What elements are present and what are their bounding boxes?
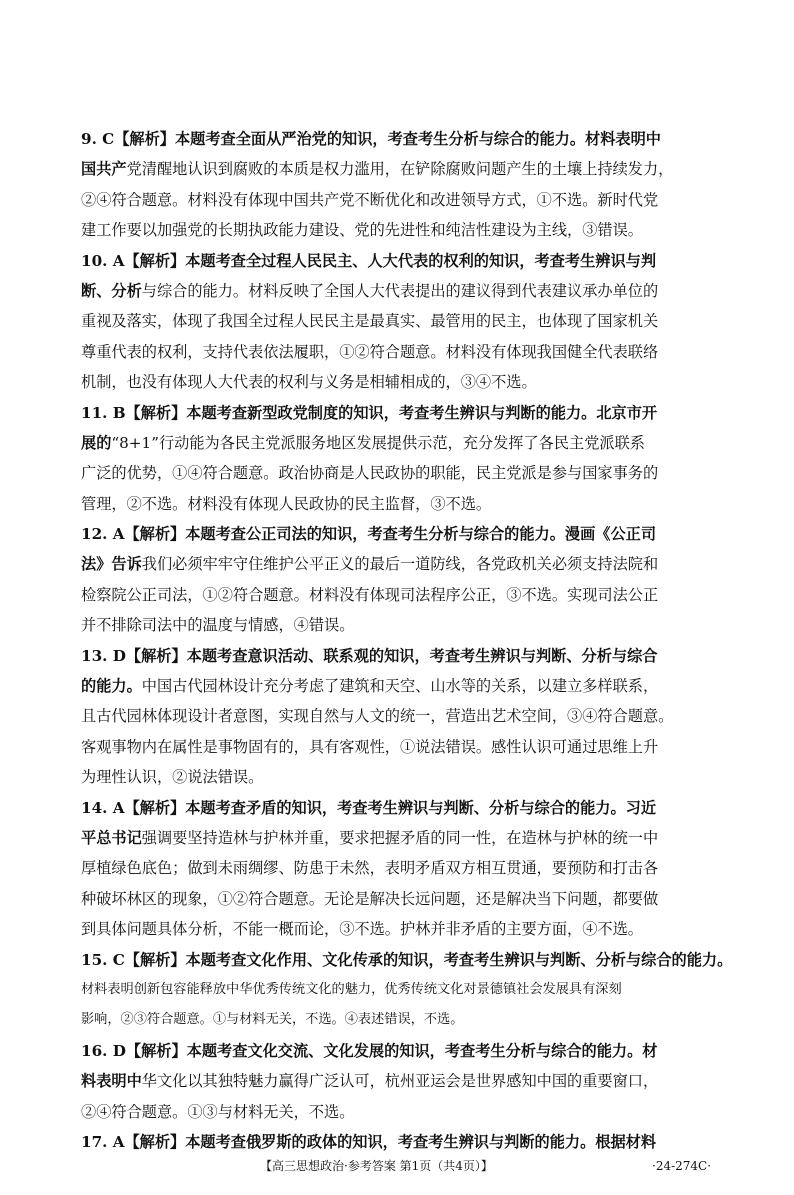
answer-line xyxy=(81,580,721,610)
answer-text: 厚植绿色底色；做到未雨绸缪、防患于未然，表明矛盾双方相互贯通，要预防和打击各 xyxy=(81,859,659,878)
answer-line xyxy=(81,154,721,184)
answer-line xyxy=(81,975,721,1005)
answer-text: ②④符合题意。①③与材料无关，不选。 xyxy=(81,1102,355,1121)
answer-bold-text: 9. C【解析】本题考查全面从严治党的知识，考查考生分析与综合的能力。材料表明中 xyxy=(81,130,661,148)
answer-text: 到具体问题具体分析，不能一概而论，③不选。护林并非矛盾的主要方面，④不选。 xyxy=(81,920,643,939)
answer-bold-text: 料表明中 xyxy=(81,1072,142,1091)
answer-line xyxy=(81,671,721,701)
answer-line xyxy=(81,458,721,488)
answer-bold-text: 12. A【解析】本题考查公正司法的知识，考查考生分析与综合的能力。漫画《公正司 xyxy=(81,525,657,544)
answer-line xyxy=(81,1066,721,1096)
answer-line xyxy=(81,762,721,792)
answer-line xyxy=(81,732,721,762)
answer-line xyxy=(81,519,721,549)
answer-text: 材料表明创新包容能释放中华优秀传统文化的魅力，优秀传统文化对景德镇社会发展具有深刻 xyxy=(81,981,622,997)
answer-line xyxy=(81,884,721,914)
answer-bold-text: 10. A【解析】本题考查全过程人民民主、人大代表的权利的知识，考查考生辨识与判 xyxy=(81,251,657,270)
answer-bold-text: 17. A【解析】本题考查俄罗斯的政体的知识，考查考生辨识与判断的能力。根据材料 xyxy=(81,1132,657,1151)
answer-text: 种破坏林区的现象，①②符合题意。无论是解决长远问题，还是解决当下问题，都要做 xyxy=(81,889,659,908)
answer-item xyxy=(81,793,721,945)
answer-text: 管理，②不选。材料没有体现人民政协的民主监督，③不选。 xyxy=(81,494,492,513)
answer-line xyxy=(81,1005,721,1035)
answer-text: 客观事物内在属性是事物固有的，具有客观性，①说法错误。感性认识可通过思维上升 xyxy=(81,737,659,756)
answer-item xyxy=(81,246,721,398)
answer-text: 机制，也没有体现人大代表的权利与义务是相辅相成的，③④不选。 xyxy=(81,373,537,392)
answer-list xyxy=(81,124,733,1157)
answer-line xyxy=(81,246,721,276)
answer-line xyxy=(81,549,721,579)
answer-bold-text: 16. D【解析】本题考查文化交流、文化发展的知识，考查考生分析与综合的能力。材 xyxy=(81,1041,658,1060)
answer-line xyxy=(81,337,721,367)
answer-line xyxy=(81,185,721,215)
answer-text: 尊重代表的权利，支持代表依法履职，①②符合题意。材料没有体现我国健全代表联络 xyxy=(81,342,659,361)
answer-line xyxy=(81,398,721,428)
answer-line xyxy=(81,793,721,823)
answer-item xyxy=(81,1036,721,1127)
answer-line xyxy=(81,276,721,306)
answer-item xyxy=(81,641,721,793)
answer-line xyxy=(81,641,721,671)
answer-bold-text: 国共产 xyxy=(81,160,127,179)
answer-line xyxy=(81,215,721,245)
answer-bold-text: 11. B【解析】本题考查新型政党制度的知识，考查考生辨识与判断的能力。北京市开 xyxy=(81,403,658,422)
page-footer xyxy=(0,1156,794,1176)
answer-line xyxy=(81,701,721,731)
answer-text: 广泛的优势，①④符合题意。政治协商是人民政协的职能，民主党派是参与国家事务的 xyxy=(81,464,659,483)
answer-line xyxy=(81,610,721,640)
answer-text: 华文化以其独特魅力赢得广泛认可，杭州亚运会是世界感知中国的重要窗口， xyxy=(141,1072,659,1091)
answer-text: “8+1”行动能为各民主党派服务地区发展提供示范，充分发挥了各民主党派联系 xyxy=(111,433,645,452)
answer-item xyxy=(81,519,721,641)
answer-bold-text: 断、分析 xyxy=(81,281,142,300)
answer-item xyxy=(81,124,721,246)
answer-text: 中国古代园林设计充分考虑了建筑和天空、山水等的关系，以建立多样联系， xyxy=(141,677,659,696)
answer-line xyxy=(81,1036,721,1066)
answer-text: 检察院公正司法，①②符合题意。材料没有体现司法程序公正，③不选。实现司法公正 xyxy=(81,585,659,604)
answer-line xyxy=(81,1097,721,1127)
answer-bold-text: 展的 xyxy=(81,433,112,452)
answer-bold-text: 平总书记 xyxy=(81,828,142,847)
answer-text: 强调要坚持造林与护林并重，要求把握矛盾的同一性，在造林与护林的统一中 xyxy=(141,828,659,847)
answer-bold-text: 的能力。 xyxy=(81,677,142,696)
answer-text: ②④符合题意。材料没有体现中国共产党不断优化和改进领导方式，①不选。新时代党 xyxy=(81,190,659,209)
answer-item xyxy=(81,945,733,1036)
answer-bold-text: 13. D【解析】本题考查意识活动、联系观的知识，考查考生辨识与判断、分析与综合 xyxy=(81,646,658,665)
answer-line xyxy=(81,914,721,944)
answer-item xyxy=(81,1127,721,1157)
footer-title: 【高三思想政治·参考答案 第1页（共4页）】 xyxy=(260,1159,493,1173)
answer-item xyxy=(81,398,721,520)
answer-line xyxy=(81,489,721,519)
answer-text: 建工作要以加强党的长期执政能力建设、党的先进性和纯洁性建设为主线，③错误。 xyxy=(81,221,643,240)
answer-text: 与综合的能力。材料反映了全国人大代表提出的建议得到代表建议承办单位的 xyxy=(141,281,659,300)
answer-text: 为理性认识，②说法错误。 xyxy=(81,768,264,787)
answer-bold-text: 法》告诉 xyxy=(81,555,142,574)
answer-line xyxy=(81,823,721,853)
answer-text: 党清醒地认识到腐败的本质是权力滥用，在铲除腐败问题产生的土壤上持续发力， xyxy=(126,160,674,179)
answer-line xyxy=(81,428,721,458)
answer-line xyxy=(81,124,721,154)
answer-line xyxy=(81,1127,721,1157)
answer-text: 并不排除司法中的温度与情感，④错误。 xyxy=(81,616,355,635)
answer-text: 重视及落实，体现了我国全过程人民民主是最真实、最管用的民主，也体现了国家机关 xyxy=(81,312,659,331)
answer-line xyxy=(81,306,721,336)
footer-code: ·24-274C· xyxy=(652,1159,712,1173)
answer-text: 影响，②③符合题意。①与材料无关，不选。④表述错误，不选。 xyxy=(81,1012,464,1028)
answer-line xyxy=(81,367,721,397)
answer-text: 且古代园林体现设计者意图，实现自然与人文的统一，营造出艺术空间，③④符合题意。 xyxy=(81,707,674,726)
answer-bold-text: 15. C【解析】本题考查文化作用、文化传承的知识，考查考生辨识与判断、分析与综合的能力。 xyxy=(81,950,733,969)
answer-line xyxy=(81,945,733,975)
answer-bold-text: 14. A【解析】本题考查矛盾的知识，考查考生辨识与判断、分析与综合的能力。习近 xyxy=(81,798,657,817)
answer-text: 我们必须牢牢守住维护公平正义的最后一道防线，各党政机关必须支持法院和 xyxy=(141,555,659,574)
answer-line xyxy=(81,853,721,883)
